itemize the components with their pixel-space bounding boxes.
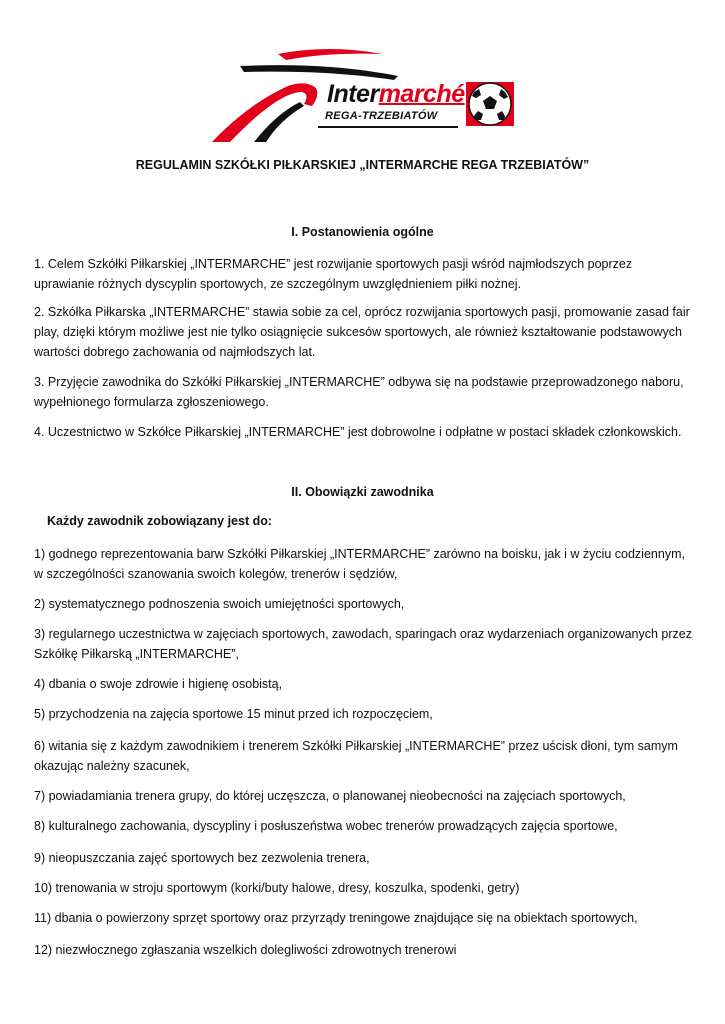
soccer-ball-icon <box>469 83 511 125</box>
section-1-paragraph-4: 4. Uczestnictwo w Szkółce Piłkarskiej „INTERMARCHE” jest dobrowolne i odpłatne w postaci składek członkowskich. <box>34 425 682 439</box>
duty-item: 7) powiadamiania trenera grupy, do której uczęszcza, o planowanej nieobecności na zajęciach sportowych, <box>34 789 626 803</box>
logo-sub-rule <box>318 126 458 128</box>
document-title: REGULAMIN SZKÓŁKI PIŁKARSKIEJ „INTERMARCHE REGA TRZEBIATÓW” <box>135 158 590 172</box>
duty-item: 11) dbania o powierzony sprzęt sportowy oraz przyrządy treningowe znajdujące się na obiektach sportowych, <box>34 911 638 925</box>
logo-brand-part2: marché <box>378 80 465 108</box>
logo-brand-part1: Inter <box>327 80 379 108</box>
logo-top-swoosh <box>278 49 383 60</box>
duty-item: 10) trenowania w stroju sportowym (korki/buty halowe, dresy, koszulka, spodenki, getry) <box>34 881 520 895</box>
intermarche-logo <box>208 44 518 149</box>
logo-wordmark <box>327 80 465 108</box>
duty-item: 2) systematycznego podnoszenia swoich umiejętności sportowych, <box>34 597 405 611</box>
duty-item: 8) kulturalnego zachowania, dyscypliny i posłuszeństwa wobec trenerów prowadzących zajęcia sportowe, <box>34 819 618 833</box>
duty-item: 3) regularnego uczestnictwa w zajęciach sportowych, zawodach, sparingach oraz wydarzeniach organizowanych przez Szkółkę Piłkarską „INTERMARCHE”, <box>34 627 692 661</box>
section-2-heading: II. Obowiązki zawodnika <box>291 485 434 499</box>
duty-item: 4) dbania o swoje zdrowie i higienę osobistą, <box>34 677 283 691</box>
duty-item: 9) nieopuszczania zajęć sportowych bez zezwolenia trenera, <box>34 851 370 865</box>
duty-item: 1) godnego reprezentowania barw Szkółki Piłkarskiej „INTERMARCHE” zarówno na boisku, jak i w życiu codziennym, w szczególności szanowania swoich kolegów, trenerów i sędziów, <box>34 547 685 581</box>
section-1-paragraph-2: 2. Szkółka Piłkarska „INTERMARCHE” stawia sobie za cel, oprócz rozwijania sportowych pasji, promowanie zasad fair play, dzięki którym możliwe jest nie tylko osiągnięcie sukcesów sportowych, ale również kształtowanie podstawowych wartości dobrego zachowania od najmłodszych lat. <box>34 305 690 359</box>
section-1-paragraph-3: 3. Przyjęcie zawodnika do Szkółki Piłkarskiej „INTERMARCHE” odbywa się na podstawie przeprowadzonego naboru, wypełnionego formularza zgłoszeniowego. <box>34 375 684 409</box>
logo-subtitle: REGA-TRZEBIATÓW <box>325 110 438 122</box>
section-1-paragraph-1: 1. Celem Szkółki Piłkarskiej „INTERMARCHE” jest rozwijanie sportowych pasji wśród najmłodszych poprzez uprawianie różnych dyscyplin sportowych, ze szczególnym uwzględnieniem piłki nożnej. <box>34 257 633 291</box>
logo-black-sweep <box>240 65 398 80</box>
section-1-heading: I. Postanowienia ogólne <box>291 225 434 239</box>
section-2-lead: Każdy zawodnik zobowiązany jest do: <box>47 514 273 528</box>
duty-item: 6) witania się z każdym zawodnikiem i trenerem Szkółki Piłkarskiej „INTERMARCHE” przez uścisk dłoni, tym samym okazując należny szacunek, <box>34 739 678 773</box>
duty-item: 12) niezwłocznego zgłaszania wszelkich dolegliwości zdrowotnych trenerowi <box>34 943 457 957</box>
duty-item: 5) przychodzenia na zajęcia sportowe 15 minut przed ich rozpoczęciem, <box>34 707 433 721</box>
